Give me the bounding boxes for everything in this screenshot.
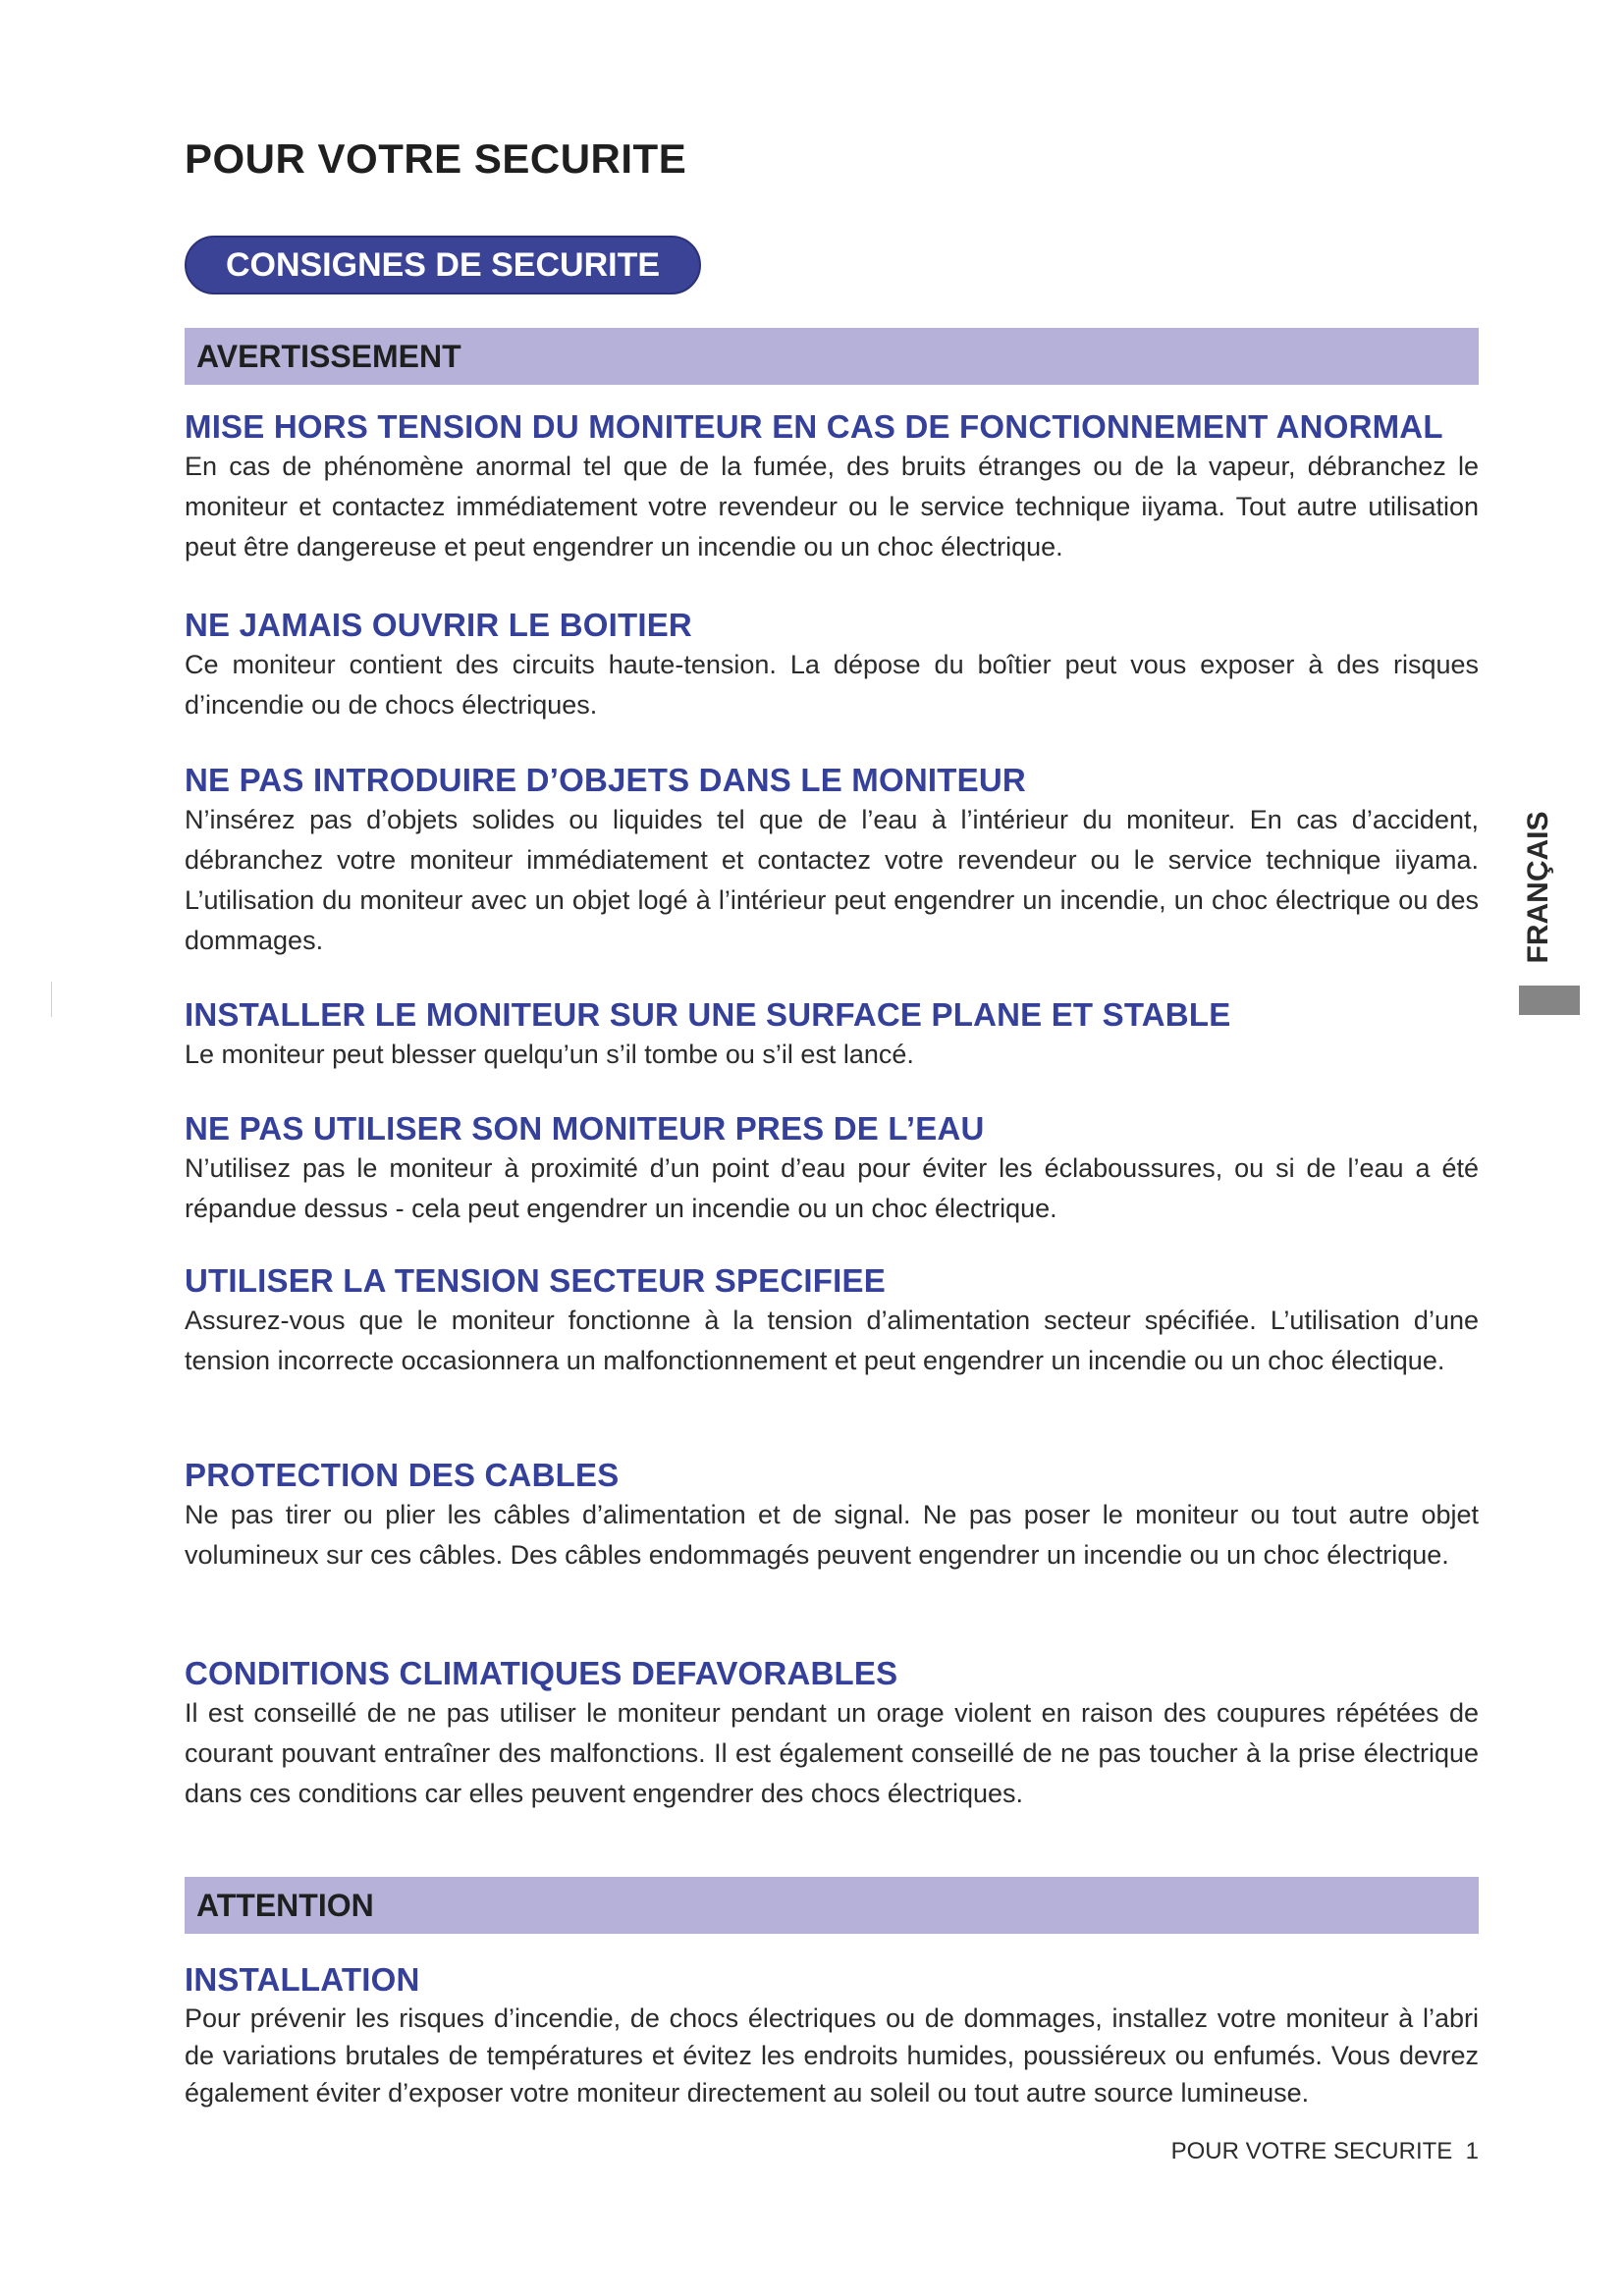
margin-mark [51, 982, 52, 1017]
page-title: POUR VOTRE SECURITE [185, 135, 687, 182]
section-never-open [185, 606, 1479, 725]
section-title: INSTALLATION [185, 1961, 420, 1998]
page-footer: POUR VOTRE SECURITE 1 [1170, 2138, 1479, 2164]
section-body: Ce moniteur contient des circuits haute-tension. La dépose du boîtier peut vous exposer à des risques d’incendie ou de chocs électriques. [185, 650, 1479, 720]
language-label: FRANÇAIS [1522, 811, 1554, 964]
section-climate [185, 1654, 1479, 1814]
caution-band: ATTENTION [185, 1877, 1479, 1934]
section-body: Pour prévenir les risques d’incendie, de chocs électriques ou de dommages, installez votre moniteur à l’abri de variations brutales de températures et évitez les endroits humides, poussiéreux ou enfumés. Vous devrez également éviter d’exposer votre moniteur directement au soleil ou tout autre source lumineuse. [185, 2003, 1479, 2108]
section-body: Ne pas tirer ou plier les câbles d’alimentation et de signal. Ne pas poser le moniteur ou tout autre objet volumineux sur ces câbles. Des câbles endommagés peuvent engendrer un incendie ou un choc électrique. [185, 1500, 1479, 1570]
section-title: NE JAMAIS OUVRIR LE BOITIER [185, 607, 692, 643]
section-body: N’utilisez pas le moniteur à proximité d’un point d’eau pour éviter les éclaboussures, ou si de l’eau a été répandue dessus - cela peut engendrer un incendie ou un choc électrique. [185, 1153, 1479, 1223]
section-cables [185, 1456, 1479, 1575]
section-body: Le moniteur peut blesser quelqu’un s’il tombe ou s’il est lancé. [185, 1040, 914, 1069]
section-installation [185, 1960, 1479, 2111]
section-title: NE PAS INTRODUIRE D’OBJETS DANS LE MONITEUR [185, 762, 1026, 798]
language-tab [1514, 799, 1563, 976]
section-title: MISE HORS TENSION DU MONITEUR EN CAS DE FONCTIONNEMENT ANORMAL [185, 408, 1443, 445]
section-voltage [185, 1261, 1479, 1381]
language-marker [1519, 986, 1580, 1015]
warning-band: AVERTISSEMENT [185, 328, 1479, 385]
section-title: CONDITIONS CLIMATIQUES DEFAVORABLES [185, 1655, 898, 1691]
section-pill-consignes: CONSIGNES DE SECURITE [185, 236, 701, 294]
section-title: INSTALLER LE MONITEUR SUR UNE SURFACE PLANE ET STABLE [185, 996, 1231, 1033]
section-body: N’insérez pas d’objets solides ou liquides tel que de l’eau à l’intérieur du moniteur. En cas d’accident, débranchez votre moniteur immédiatement et contactez votre revendeur ou le service technique iiyama. L’utilisation du moniteur avec un objet logé à l’intérieur peut engendrer un incendie, un choc électrique ou des dommages. [185, 805, 1479, 955]
section-stable-surface [185, 995, 1479, 1075]
section-title: NE PAS UTILISER SON MONITEUR PRES DE L’EAU [185, 1110, 985, 1147]
section-no-objects [185, 761, 1479, 961]
section-title: UTILISER LA TENSION SECTEUR SPECIFIEE [185, 1262, 886, 1299]
section-body: Il est conseillé de ne pas utiliser le moniteur pendant un orage violent en raison des coupures répétées de courant pouvant entraîner des malfonctions. Il est également conseillé de ne pas toucher à la prise électrique dans ces conditions car elles peuvent engendrer des chocs électriques. [185, 1698, 1479, 1808]
section-body: Assurez-vous que le moniteur fonctionne à la tension d’alimentation secteur spécifiée. L’utilisation d’une tension incorrecte occasionnera un malfonctionnement et peut engendrer un incendie ou un choc électique. [185, 1306, 1479, 1375]
section-power-off [185, 407, 1479, 567]
section-body: En cas de phénomène anormal tel que de la fumée, des bruits étranges ou de la vapeur, débranchez le moniteur et contactez immédiatement votre revendeur ou le service technique iiyama. Tout autre utilisation peut être dangereuse et peut engendrer un incendie ou un choc électrique. [185, 452, 1479, 561]
section-title: PROTECTION DES CABLES [185, 1457, 620, 1493]
section-water [185, 1109, 1479, 1229]
